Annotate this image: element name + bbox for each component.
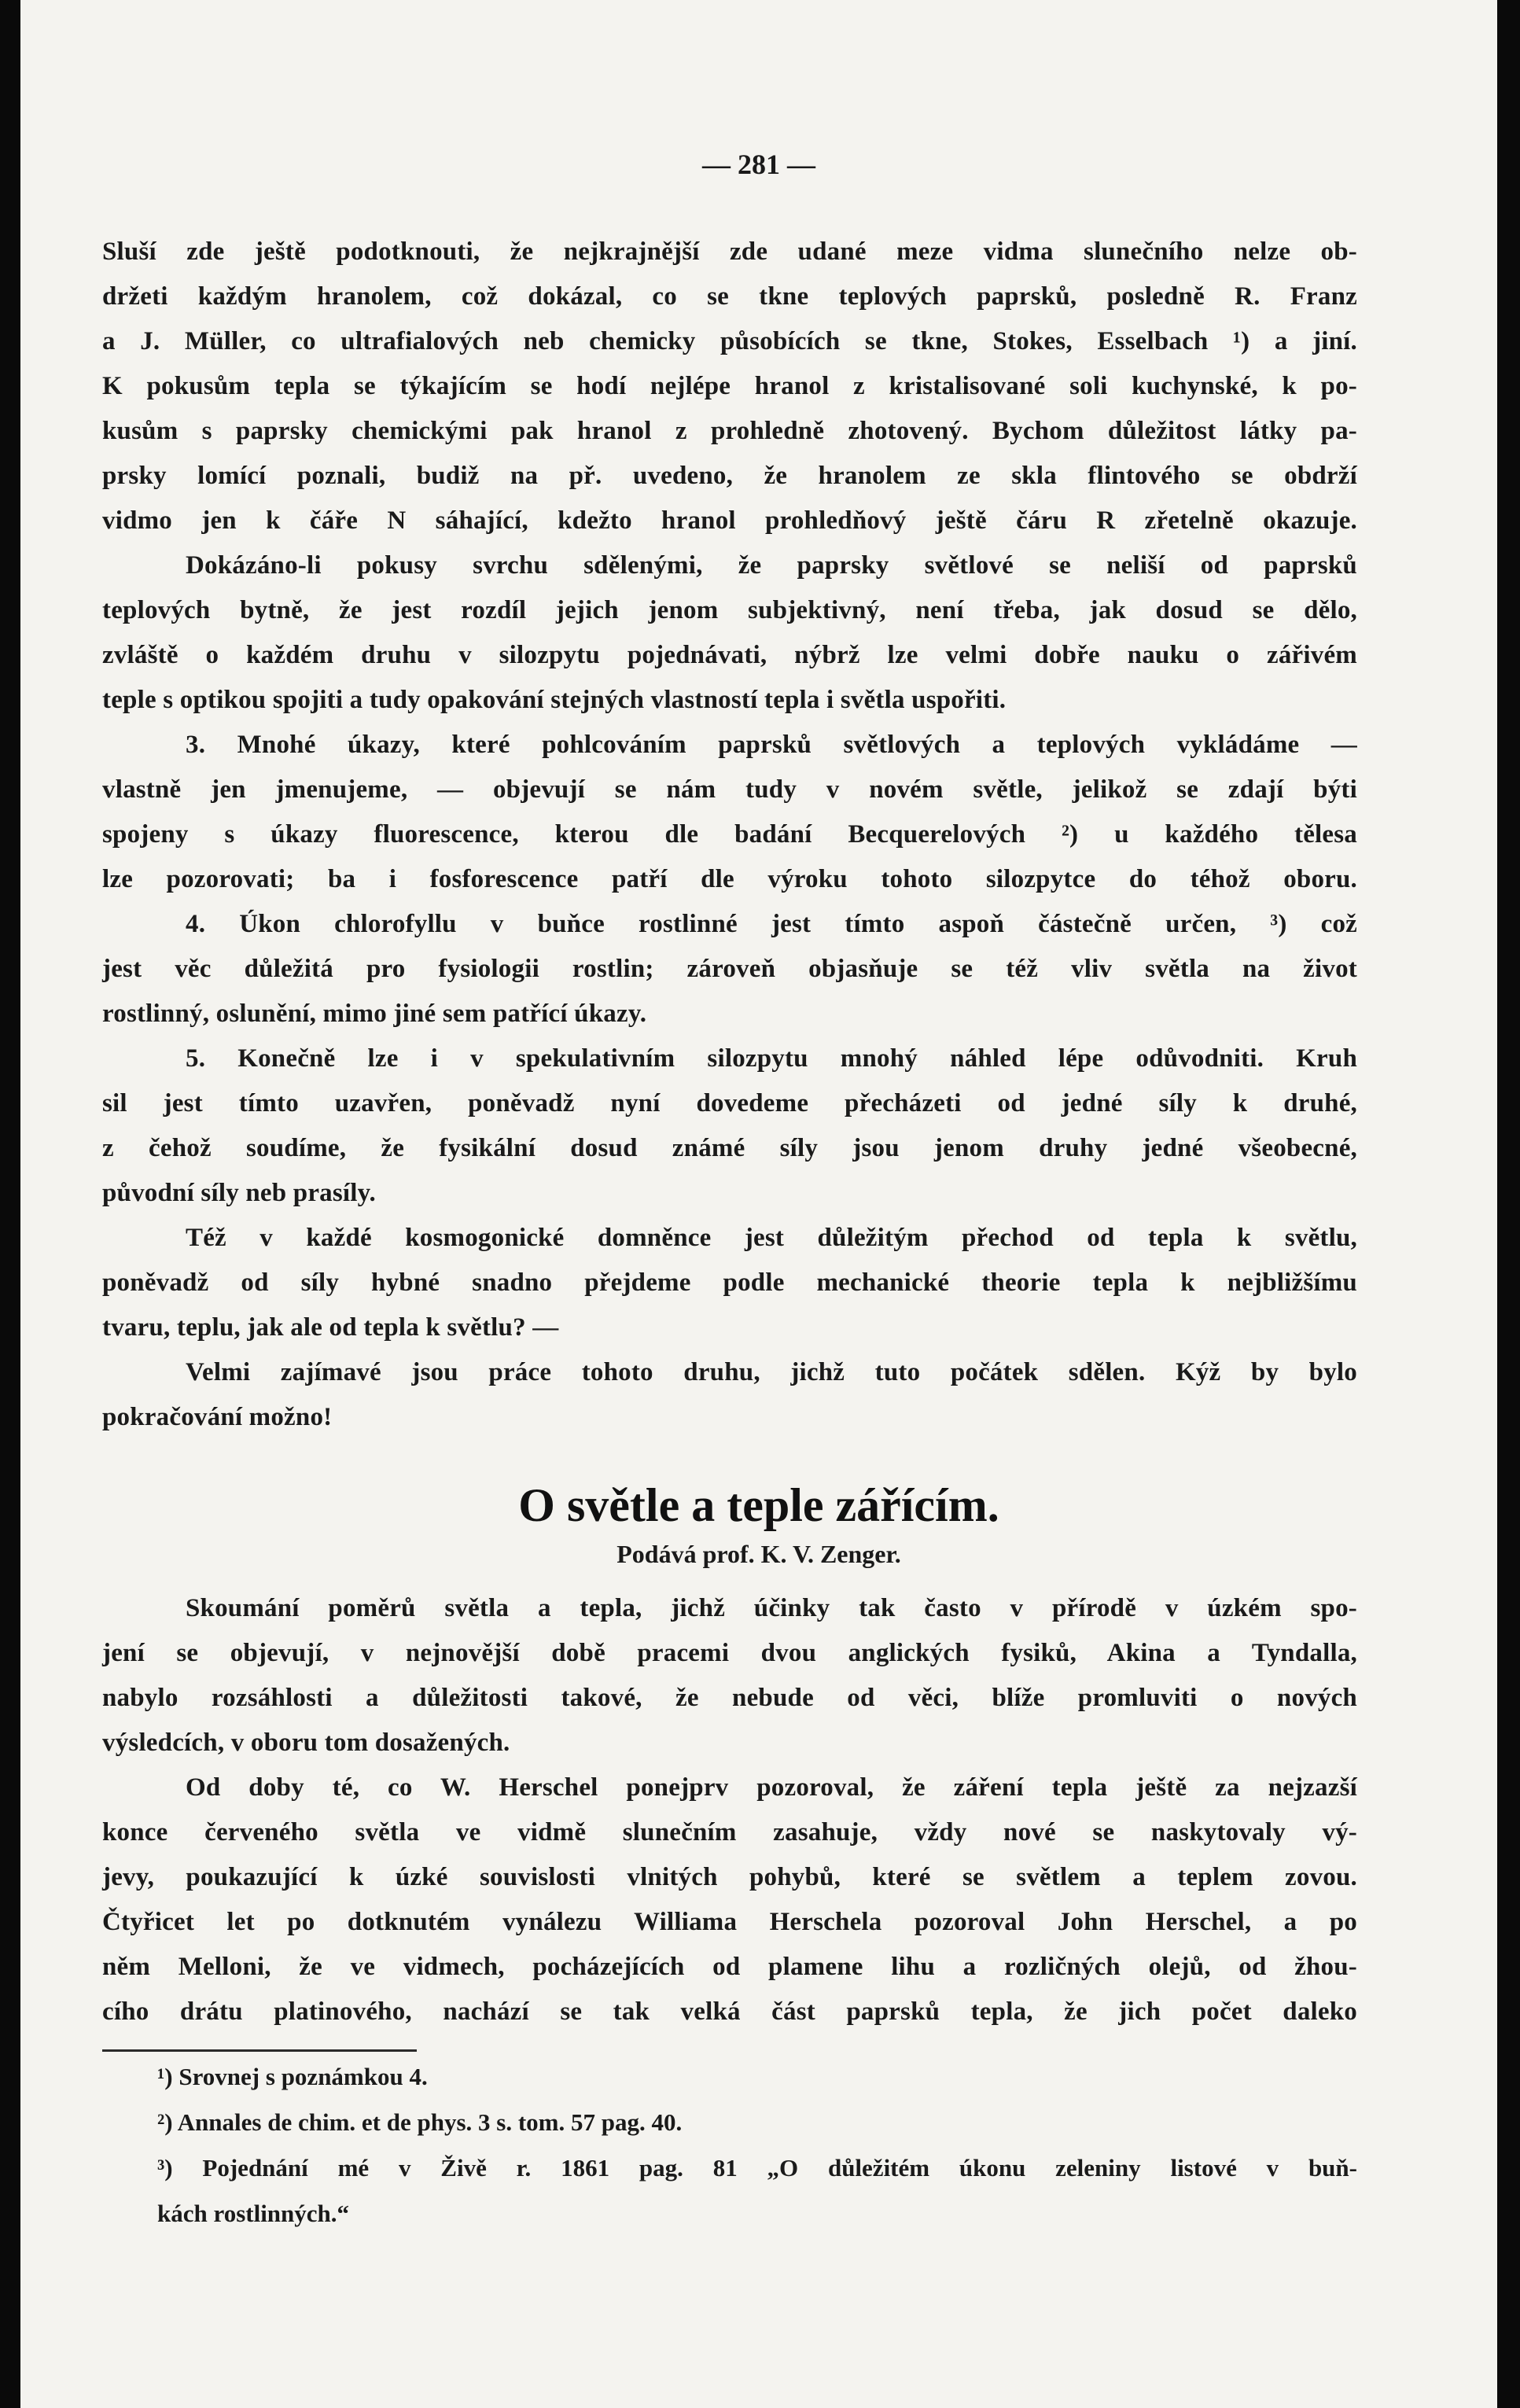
text-line: 5. Konečně lze i v spekulativním silozpytu mnohý náhled lépe odůvodniti. Kruh (186, 1044, 1357, 1073)
text-line: Též v každé kosmogonické domněnce jest důležitým přechod od tepla k světlu, (186, 1224, 1357, 1252)
text-line: rostlinný, oslunění, mimo jiné sem patřící úkazy. (102, 1000, 647, 1028)
text-line: spojeny s úkazy fluorescence, kterou dle badání Becquerelových ²) u každého tělesa (102, 820, 1357, 849)
text-line: 3. Mnohé úkazy, které pohlcováním paprsků světlových a teplových vykládáme — (186, 731, 1357, 759)
text-line: 4. Úkon chlorofyllu v buňce rostlinné jest tímto aspoň částečně určen, ³) což (186, 910, 1357, 938)
article-title: O světle a teple zářícím. (518, 1479, 999, 1531)
page-number: — 281 — (702, 149, 815, 180)
footnote-3-continued: kách rostlinných.“ (157, 2200, 350, 2227)
footnotes (102, 2054, 1357, 2237)
paragraph-4 (102, 902, 1357, 1036)
text-line: K pokusům tepla se týkajícím se hodí nejlépe hranol z kristalisované soli kuchynské, k po- (102, 372, 1357, 400)
byline (20, 1540, 1497, 1569)
paragraph-8 (102, 1586, 1357, 1765)
text-line: vlastně jen jmenujeme, — objevují se nám tudy v novém světle, jelikož se zdají býti (102, 775, 1357, 804)
text-line: z čehož soudíme, že fysikální dosud známé síly jsou jenom druhy jedné všeobecné, (102, 1134, 1357, 1162)
paragraph-6 (102, 1216, 1357, 1350)
text-line: kusům s paprsky chemickými pak hranol z prohledně zhotovený. Bychom důležitost látky pa- (102, 417, 1357, 445)
text-line: Skoumání poměrů světla a tepla, jichž účinky tak často v přírodě v úzkém spo- (186, 1594, 1357, 1622)
footnote-divider (102, 2049, 417, 2052)
paragraph-9 (102, 1765, 1357, 2034)
paragraph-7 (102, 1350, 1357, 1440)
text-line: cího drátu platinového, nachází se tak velká část paprsků tepla, že jich počet daleko (102, 1997, 1357, 2026)
text-line: sil jest tímto uzavřen, poněvadž nyní dovedeme přecházeti od jedné síly k druhé, (102, 1089, 1357, 1117)
text-line: vidmo jen k čáře N sáhající, kdežto hranol prohledňový ještě čáru R zřetelně okazuje. (102, 506, 1357, 535)
text-line: Čtyřicet let po dotknutém vynálezu Williama Herschela pozoroval John Herschel, a po (102, 1908, 1357, 1936)
byline-prefix: Podává prof. (616, 1540, 755, 1568)
text-line: poněvadž od síly hybné snadno přejdeme podle mechanické theorie tepla k nejbližšímu (102, 1268, 1357, 1297)
footnote-1: ¹) Srovnej s poznámkou 4. (157, 2063, 428, 2090)
text-line: zvláště o každém druhu v silozpytu pojednávati, nýbrž lze velmi dobře nauku o zářivém (102, 641, 1357, 669)
text-line: Od doby té, co W. Herschel ponejprv pozoroval, že záření tepla ještě za nejzazší (186, 1773, 1357, 1802)
paragraph-3 (102, 723, 1357, 902)
text-line: původní síly neb prasíly. (102, 1179, 376, 1207)
text-line: prsky lomící poznali, budiž na př. uvedeno, že hranolem ze skla flintového se obdrží (102, 462, 1357, 490)
text-line: teple s optikou spojiti a tudy opakování stejných vlastností tepla i světla uspořiti. (102, 686, 1007, 714)
footnote-3: ³) Pojednání mé v Živě r. 1861 pag. 81 „O důležitém úkonu zeleniny listové v buň- (157, 2154, 1357, 2182)
text-line: pokračování možno! (102, 1403, 333, 1431)
text-line: Velmi zajímavé jsou práce tohoto druhu, jichž tuto počátek sdělen. Kýž by bylo (186, 1358, 1357, 1386)
paragraph-2 (102, 543, 1357, 723)
text-line: tvaru, teplu, jak ale od tepla k světlu? — (102, 1313, 559, 1342)
text-line: konce červeného světla ve vidmě slunečním zasahuje, vždy nové se naskytovaly vý- (102, 1818, 1357, 1847)
paragraph-5 (102, 1036, 1357, 1216)
text-line: jest věc důležitá pro fysiologii rostlin; zároveň objasňuje se též vliv světla na život (102, 955, 1357, 983)
text-line: nabylo rozsáhlosti a důležitosti takové, že nebude od věci, blíže promluviti o nových (102, 1684, 1357, 1712)
text-line: jevy, poukazující k úzké souvislosti vlnitých pohybů, které se světlem a teplem zovou. (102, 1863, 1357, 1891)
text-line: lze pozorovati; ba i fosforescence patří dle výroku tohoto silozpytce do téhož oboru. (102, 865, 1357, 893)
text-line: jení se objevují, v nejnovější době pracemi dvou anglických fysiků, Akina a Tyndalla, (102, 1639, 1357, 1667)
text-line: výsledcích, v oboru tom dosažených. (102, 1729, 510, 1757)
text-line: něm Melloni, že ve vidmech, pocházejících od plamene lihu a rozličných olejů, od žhou- (102, 1953, 1357, 1981)
author-name: K. V. Zenger. (760, 1540, 901, 1568)
text-line: Dokázáno-li pokusy svrchu sdělenými, že paprsky světlové se neliší od paprsků (186, 551, 1357, 580)
text-line: teplových bytně, že jest rozdíl jejich jenom subjektivný, není třeba, jak dosud se dělo, (102, 596, 1357, 624)
footnote-2: ²) Annales de chim. et de phys. 3 s. tom. 57 pag. 40. (157, 2108, 683, 2136)
scanned-page (20, 0, 1497, 2408)
paragraph-1 (102, 230, 1357, 543)
text-line: a J. Müller, co ultrafialových neb chemicky působících se tkne, Stokes, Esselbach ¹) a jiní. (102, 327, 1357, 355)
text-line: Sluší zde ještě podotknouti, že nejkrajnější zde udané meze vidma slunečního nelze ob- (102, 237, 1357, 266)
text-line: držeti každým hranolem, což dokázal, co se tkne teplových paprsků, posledně R. Franz (102, 282, 1357, 311)
